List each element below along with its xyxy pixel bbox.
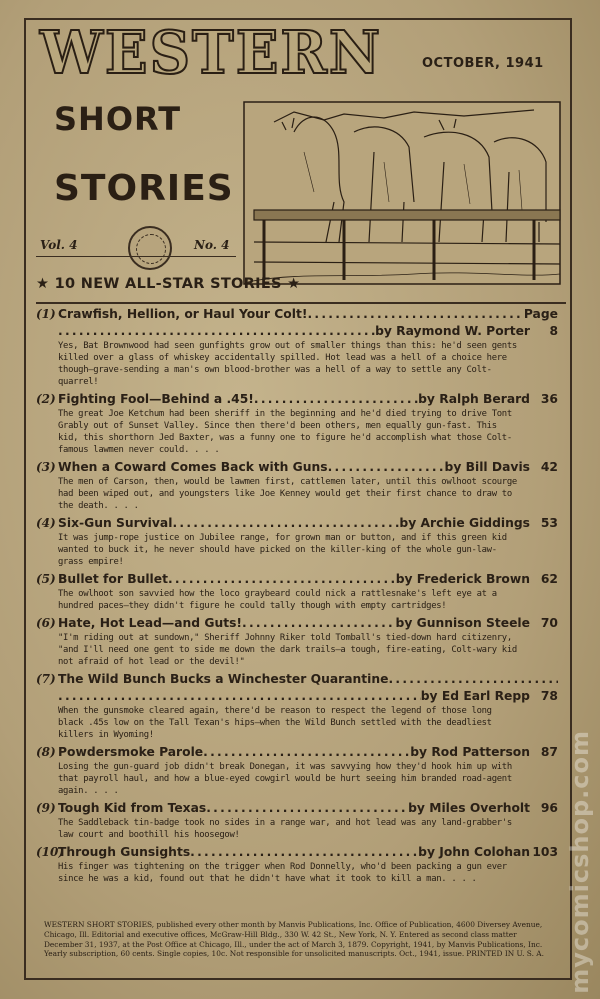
page-column-header: Page — [523, 307, 558, 321]
entry-blurb: "I'm riding out at sundown," Sheriff Johnny Riker told Tomball's tied-down hard citizenry, "and I'll need one gent to side me down the dark trails—a tough, fire-eating, Colt-wary kid not afraid of hot lead or the devil!" — [58, 633, 517, 667]
entry-blurb: The owlhoot son savvied how the loco graybeard could nick a rattlesnake's left eye at a hundred paces—they didn't figure he could tally though with empty cartridges! — [58, 589, 497, 611]
publication-footer — [44, 920, 544, 959]
entry-number: (5) — [36, 572, 56, 586]
leader-dots — [168, 571, 396, 588]
leader-dots — [190, 844, 418, 861]
entry-heading — [36, 671, 558, 688]
contents-entry — [36, 800, 558, 841]
entry-author: by Miles Overholt — [408, 801, 530, 815]
entry-author: by John Colohan — [418, 845, 530, 859]
entry-author: by Archie Giddings — [399, 516, 530, 530]
entry-blurb: It was jump-rope justice on Jubilee range, for grown man or button, and if this green kid wanted to buck it, he never should have picked on the killer-king of the whole gun-law-grass empire! — [58, 533, 507, 567]
entry-title: Through Gunsights — [58, 845, 191, 859]
banner-all-star-stories: ★ 10 NEW ALL-STAR STORIES ★ — [36, 276, 301, 292]
contents-top-rule — [36, 302, 566, 304]
entry-number: (2) — [36, 392, 56, 406]
entry-heading — [36, 844, 558, 861]
entry-page-number: 78 — [540, 689, 558, 703]
volume-label: Vol. 4 — [40, 238, 78, 252]
contents-entry — [36, 671, 558, 741]
entry-page-number: 42 — [540, 460, 558, 474]
entry-title: Six-Gun Survival — [58, 516, 173, 530]
contents-entry — [36, 844, 558, 885]
leader-dots — [242, 615, 396, 632]
entry-blurb: Losing the gun-guard job didn't break Donegan, it was savvying how they'd hook him up with that payroll haul, and how a blue-eyed cowgirl would be hurt seeing him branded road-agent again. . . . — [58, 762, 512, 796]
entry-title: Hate, Hot Lead—and Guts! — [58, 616, 243, 630]
entry-heading — [36, 744, 558, 761]
entry-blurb: His finger was tightening on the trigger when Rod Donnelly, who'd been packing a gun ever since he was a kid, found out that he didn't have what it took to kill a man. . . . — [58, 862, 507, 884]
footer-printed: PRINTED IN U. S. A. — [466, 949, 544, 959]
masthead-stories: STORIES — [54, 168, 234, 209]
entry-author: by Gunnison Steele — [395, 616, 530, 630]
entry-number: (4) — [36, 516, 56, 530]
masthead-western: WESTERN — [40, 18, 383, 88]
table-of-contents — [36, 306, 558, 888]
entry-byline — [58, 688, 558, 705]
entry-number: (9) — [36, 801, 56, 815]
entry-title: Crawfish, Hellion, or Haul Your Colt! — [58, 307, 308, 321]
leader-dots — [328, 459, 445, 476]
leader-dots — [206, 800, 408, 817]
contents-entry — [36, 571, 558, 612]
entry-heading — [36, 515, 558, 532]
issue-number-label: No. 4 — [194, 238, 230, 252]
entry-blurb: The Saddleback tin-badge took no sides in a range war, and hot lead was any land-grabber's law court and boothill his hoosegow! — [58, 818, 512, 840]
entry-number: (7) — [36, 672, 56, 686]
horses-corral-illustration — [234, 92, 568, 292]
entry-heading — [36, 459, 558, 476]
entry-number: (1) — [36, 307, 56, 321]
masthead-short: SHORT — [54, 100, 182, 138]
footer-text: WESTERN SHORT STORIES, published every other month by Manvis Publications, Inc. Office of Publication, 4600 Diversey Avenue, Chicago, Ill. Editorial and executive offices, McGraw-Hill Bldg., 330 W. 42 St., New York, N. Y. Entered as second class matter December 31, 1937, at the Post Office at Chicago, Ill., under the act of March 3, 1879. Copyright, 1941, by Manvis Publications, Inc. Yearly subscription, 60 cents. Single copies, 10c. Not responsible for unsolicited manuscripts. Oct., 1941, issue. — [44, 920, 543, 959]
entry-heading — [36, 615, 558, 632]
entry-number: (6) — [36, 616, 56, 630]
entry-blurb: The men of Carson, then, would be lawmen first, cattlemen later, until this owlhoot scourge had been wiped out, and youngsters like Joe Kenney would get their first chance to draw to the death. . . . — [58, 477, 517, 511]
watermark: mycomicshop.com — [566, 730, 594, 994]
entry-page-number: 70 — [540, 616, 558, 630]
entry-page-number: 36 — [540, 392, 558, 406]
leader-dots — [58, 688, 421, 705]
entry-title: When a Coward Comes Back with Guns — [58, 460, 328, 474]
entry-number: (3) — [36, 460, 56, 474]
entry-page-number: 87 — [540, 745, 558, 759]
entry-number: (10) — [36, 845, 65, 859]
entry-byline — [58, 323, 558, 340]
entry-author: by Rod Patterson — [410, 745, 530, 759]
contents-entry — [36, 615, 558, 668]
entry-heading — [36, 800, 558, 817]
contents-entry — [36, 391, 558, 456]
issue-date: OCTOBER, 1941 — [422, 56, 544, 71]
entry-title: Tough Kid from Texas — [58, 801, 207, 815]
contents-entry — [36, 459, 558, 512]
entry-page-number: 103 — [532, 845, 558, 859]
entry-title: Fighting Fool—Behind a .45! — [58, 392, 254, 406]
masthead-rule — [36, 256, 236, 257]
entry-title: Powdersmoke Parole — [58, 745, 204, 759]
leader-dots — [58, 323, 375, 340]
entry-blurb: When the gunsmoke cleared again, there'd be reason to respect the legend of those long black .45s low on the Tall Texan's hips—when the Wild Bunch settled with the deadliest killers in Wyoming! — [58, 706, 492, 740]
entry-page-number: 96 — [540, 801, 558, 815]
leader-dots — [172, 515, 399, 532]
entry-author: by Ralph Berard — [418, 392, 530, 406]
contents-entry — [36, 744, 558, 797]
seal-emblem-icon — [128, 226, 172, 270]
entry-page-number: 53 — [540, 516, 558, 530]
entry-blurb: The great Joe Ketchum had been sheriff in the beginning and he'd died trying to drive Tont Grably out of Sunset Valley. Since then there'd been others, men equally gun-fast. This kid, this shorthorn Jed Baxter, was a funny one to figure he'd accomplish what those Colt-famous lawmen never could. . . . — [58, 409, 512, 455]
entry-heading — [36, 571, 558, 588]
contents-entry — [36, 515, 558, 568]
entry-page-number: 8 — [549, 324, 558, 338]
leader-dots — [388, 671, 558, 688]
entry-heading — [36, 391, 558, 408]
entry-title: Bullet for Bullet — [58, 572, 168, 586]
entry-author: by Bill Davis — [444, 460, 530, 474]
contents-entry — [36, 306, 558, 388]
entry-page-number: 62 — [540, 572, 558, 586]
leader-dots — [307, 306, 523, 323]
entry-heading — [36, 306, 558, 323]
entry-author: by Ed Earl Repp — [420, 689, 530, 703]
entry-number: (8) — [36, 745, 56, 759]
entry-title: The Wild Bunch Bucks a Winchester Quarantine — [58, 672, 389, 686]
entry-author: by Raymond W. Porter — [375, 324, 530, 338]
leader-dots — [254, 391, 418, 408]
entry-author: by Frederick Brown — [395, 572, 530, 586]
entry-blurb: Yes, Bat Brownwood had seen gunfights grow out of smaller things than this: he'd seen gents killed over a glass of whiskey accidentally spilled. Hot lead was a hell of a choice here though—grave-sending a man's own blood-brother was a hell of a way to settle any Colt-quarrel! — [58, 341, 517, 387]
leader-dots — [203, 744, 410, 761]
